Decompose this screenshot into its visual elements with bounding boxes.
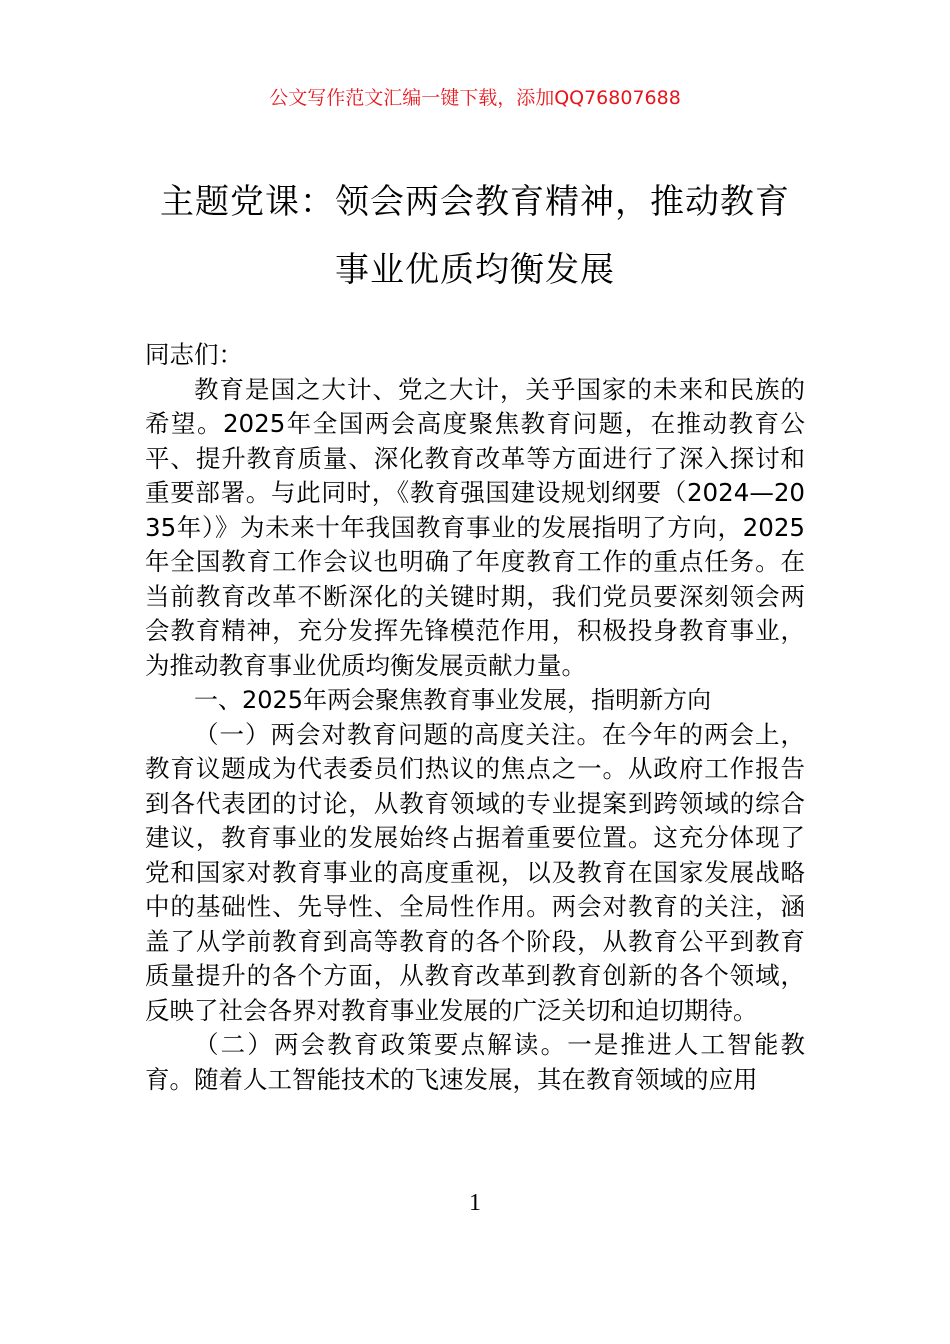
paragraph-subsection-2: （二）两会教育政策要点解读。一是推进人工智能教育。随着人工智能技术的飞速发展，其在教育领域的应用 — [145, 1030, 805, 1094]
section-heading-1: 一、2025年两会聚焦教育事业发展，指明新方向 — [194, 686, 712, 714]
paragraph-subsection-1: （一）两会对教育问题的高度关注。在今年的两会上，教育议题成为代表委员们热议的焦点之一。从政府工作报告到各代表团的讨论，从教育领域的专业提案到跨领域的综合建议，教育事业的发展始终占据着重要位置。这充分体现了党和国家对教育事业的高度重视，以及教育在国家发展战略中的基础性、先导性、全局性作用。两会对教育的关注，涵盖了从学前教育到高等教育的各个阶段，从教育公平到教育质量提升的各个方面，从教育改革到教育创新的各个领域，反映了社会各界对教育事业发展的广泛关切和迫切期待。 — [145, 719, 805, 1025]
paragraph-intro: 教育是国之大计、党之大计，关乎国家的未来和民族的希望。2025年全国两会高度聚焦教育问题，在推动教育公平、提升教育质量、深化教育改革等方面进行了深入探讨和重要部署。与此同时，《教育强国建设规划纲要（2024—2035年）》为未来十年我国教育事业的发展指明了方向，2025年全国教育工作会议也明确了年度教育工作的重点任务。在当前教育改革不断深化的关键时期，我们党员要深刻领会两会教育精神，充分发挥先锋模范作用，积极投身教育事业，为推动教育事业优质均衡发展贡献力量。 — [145, 374, 805, 680]
page-number: 1 — [469, 1190, 481, 1216]
document-body — [145, 338, 805, 1097]
title-line-2: 事业优质均衡发展 — [335, 250, 615, 290]
salutation: 同志们： — [145, 340, 243, 369]
header-download-notice: 公文写作范文汇编一键下载，添加QQ76807688 — [269, 87, 681, 109]
document-title — [120, 168, 830, 304]
title-line-1: 主题党课：领会两会教育精神，推动教育 — [160, 182, 790, 222]
